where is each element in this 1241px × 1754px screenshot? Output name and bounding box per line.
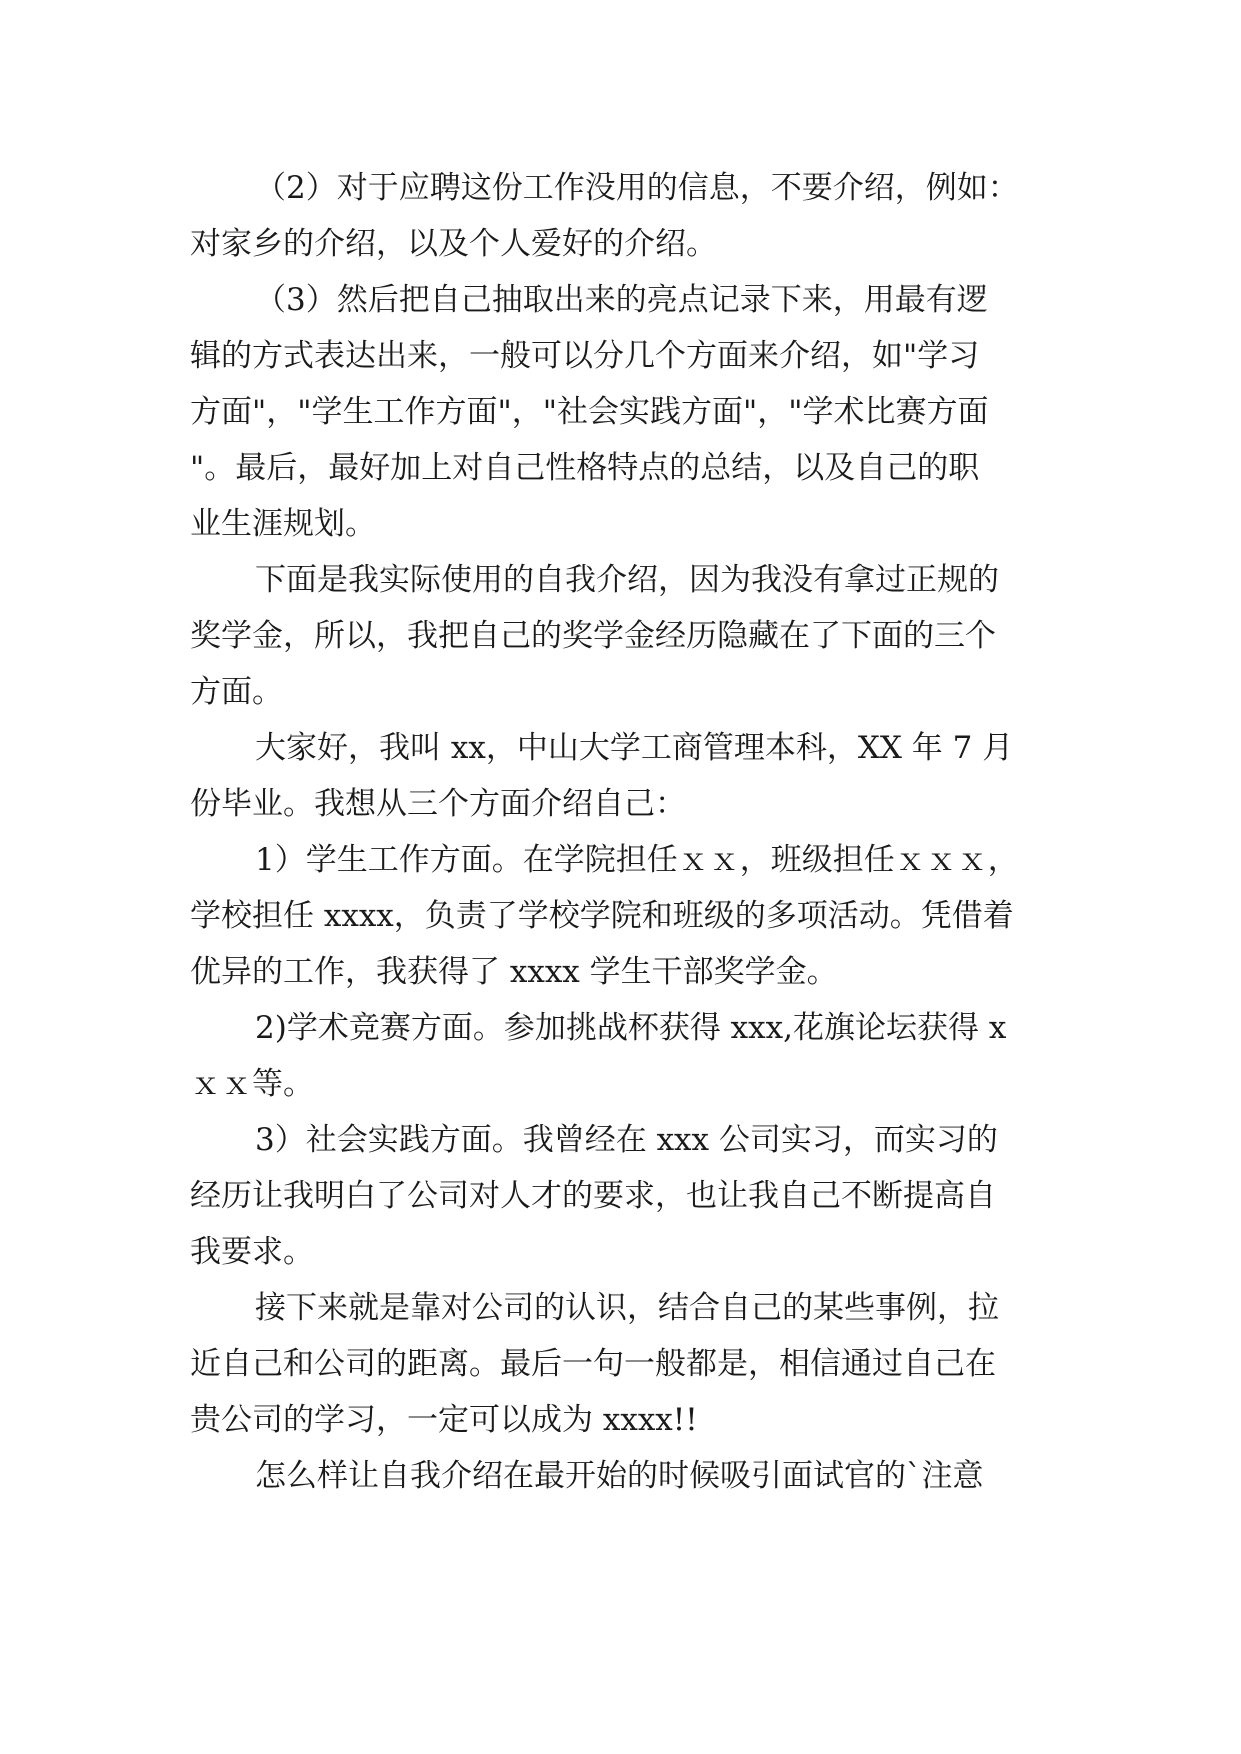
text-line: 怎么样让自我介绍在最开始的时候吸引面试官的`注意 bbox=[255, 1458, 984, 1494]
text-line: 我要求。 bbox=[190, 1234, 314, 1270]
text-line: 业生涯规划。 bbox=[190, 506, 376, 542]
text-line: 下面是我实际使用的自我介绍，因为我没有拿过正规的 bbox=[255, 562, 999, 598]
text-line: 奖学金，所以，我把自己的奖学金经历隐藏在了下面的三个 bbox=[190, 618, 996, 654]
text-line: 2)学术竞赛方面。参加挑战杯获得 xxx,花旗论坛获得 x bbox=[255, 1010, 1007, 1046]
text-line: （2）对于应聘这份工作没用的信息，不要介绍，例如： bbox=[255, 170, 1019, 206]
text-line: 辑的方式表达出来，一般可以分几个方面来介绍，如"学习 bbox=[190, 338, 980, 374]
text-line: 优异的工作，我获得了 xxxx 学生干部奖学金。 bbox=[190, 954, 838, 990]
text-line: 学校担任 xxxx，负责了学校学院和班级的多项活动。凭借着 bbox=[190, 898, 1014, 934]
text-line: 份毕业。我想从三个方面介绍自己： bbox=[190, 786, 686, 822]
text-line: 3）社会实践方面。我曾经在 xxx 公司实习，而实习的 bbox=[255, 1122, 998, 1158]
text-line: 接下来就是靠对公司的认识，结合自己的某些事例，拉 bbox=[255, 1290, 999, 1326]
text-line: 贵公司的学习，一定可以成为 xxxx!! bbox=[190, 1402, 698, 1438]
text-line: "。最后，最好加上对自己性格特点的总结，以及自己的职 bbox=[190, 450, 980, 486]
text-line: 1）学生工作方面。在学院担任ｘｘ，班级担任ｘｘｘ， bbox=[255, 842, 1019, 878]
text-line: 近自己和公司的距离。最后一句一般都是，相信通过自己在 bbox=[190, 1346, 996, 1382]
text-line: 大家好，我叫 xx，中山大学工商管理本科，XX 年 7 月 bbox=[255, 730, 1014, 766]
text-line: 方面。 bbox=[190, 674, 283, 710]
text-line: ｘｘ等。 bbox=[190, 1066, 314, 1102]
text-line: 对家乡的介绍，以及个人爱好的介绍。 bbox=[190, 226, 717, 262]
text-line: 经历让我明白了公司对人才的要求，也让我自己不断提高自 bbox=[190, 1178, 996, 1214]
text-line: （3）然后把自己抽取出来的亮点记录下来，用最有逻 bbox=[255, 282, 988, 318]
text-line: 方面"，"学生工作方面"，"社会实践方面"，"学术比赛方面 bbox=[190, 394, 989, 430]
